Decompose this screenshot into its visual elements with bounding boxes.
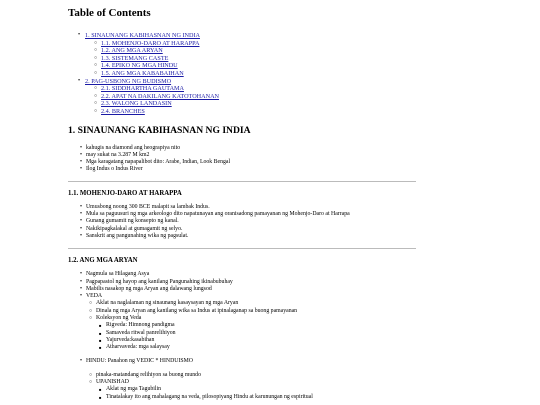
- list-item: ■ Aklat ng mga Tagubilin: [106, 386, 540, 393]
- toc-link[interactable]: 1.1. MOHENJO-DARO AT HARAPPA: [101, 39, 200, 47]
- toc-link[interactable]: 1.3. SISTEMANG CASTE: [101, 54, 169, 62]
- list-item: ■ Atharvaveda: mga salaysay: [106, 344, 540, 351]
- list-item: • Nagmula sa Hilagang Asya: [86, 271, 540, 278]
- list-item: • kahugis na diamond ang heograpiya nito: [86, 145, 540, 152]
- list-item-label: HINDU: Panahon ng VEDIC * HINDUISMO: [86, 358, 193, 365]
- toc-link[interactable]: 2.3. WALONG LANDASIN: [101, 100, 172, 108]
- list-item: ■ Yajurveda:kasabihan: [106, 337, 540, 344]
- list-item: • may sukat na 3.287 M km2: [86, 152, 540, 159]
- list-item: • Mula sa paguusuri ng mga arkeologo dito napatunayan ang oranisadong pamayanan ng Mohenjo-Daro at Harrapa: [86, 211, 540, 218]
- bullet-list: [86, 271, 540, 401]
- nested-list: [106, 322, 540, 351]
- list-item: [96, 315, 540, 351]
- list-item: • Sanskrit ang pangunahing wika ng pagsulat.: [86, 233, 540, 240]
- list-item: [86, 293, 540, 351]
- toc-link[interactable]: 1. SINAUNANG KABIHASNAN NG INDIA: [85, 32, 200, 39]
- toc-item: [85, 32, 540, 78]
- list-item: [86, 358, 540, 400]
- toc-link[interactable]: 1.2. ANG MGA ARYAN: [101, 47, 163, 55]
- list-item: ○ pinaka-matandang relihiyon sa buong mundo: [96, 372, 540, 379]
- list-item: • Umusbong noong 300 BCE malapit sa lambak Indus.: [86, 204, 540, 211]
- nested-list: [96, 372, 540, 401]
- list-item: • Gunang gumamit ng konsepto ng kanal.: [86, 218, 540, 225]
- table-of-contents: [68, 32, 540, 116]
- list-item: • Pagpapastol ng hayop ang kanilang Pangunahing ikinabubuhay: [86, 279, 540, 286]
- toc-link[interactable]: 2.4. BRANCHES: [101, 107, 145, 115]
- list-item: • Mga karagatang napapalibot dito: Arabe, Indian, Look Bengal: [86, 159, 540, 166]
- toc-title: Table of Contents: [68, 7, 151, 19]
- list-item: ■ Samaveda ritwal panrelihiyon: [106, 330, 540, 337]
- section-heading: 1. SINAUNANG KABIHASNAN NG INDIA: [68, 124, 251, 136]
- list-item: • Mabilis nasakop ng mga Aryan ang dalawang lungsod: [86, 286, 540, 293]
- list-item-label: Koleksyon ng Veda: [96, 314, 142, 321]
- list-item: [96, 379, 540, 401]
- bullet-list: [86, 204, 540, 240]
- subsection-heading: 1.2. ANG MGA ARYAN: [68, 257, 138, 265]
- toc-link[interactable]: 2.2. APAT NA DAKILANG KATOTOHANAN: [101, 92, 220, 100]
- nested-list: [96, 300, 540, 351]
- toc-sublist: [101, 40, 540, 78]
- toc-sublist: [101, 85, 540, 115]
- toc-link[interactable]: 1.4. EPIKO NG MGA HINDU: [101, 62, 178, 70]
- list-item: ■ Tinatalakay ito ang mahalagang na veda, pilosopiyang Hindu at karunungan ng espiritual: [106, 394, 540, 401]
- toc-link[interactable]: 2. PAG-USBONG NG BUDISMO: [85, 77, 172, 85]
- toc-link[interactable]: 2.1. SIDDHARTHA GAUTAMA: [101, 85, 185, 93]
- toc-link[interactable]: 1.5. ANG MGA KABABAIHAN: [101, 69, 184, 77]
- document-body: [68, 7, 540, 401]
- toc-item: [85, 78, 540, 116]
- subsection-heading: 1.1. MOHENJO-DARO AT HARAPPA: [68, 189, 182, 197]
- list-item: ■ Rigveda: Himnong pandigma: [106, 322, 540, 329]
- list-item: ○ Dinala ng mga Aryan ang kanilang wika sa Indus at ipinalaganap sa buong pamayanan: [96, 308, 540, 315]
- list-item: • Ilog Indus o Indus River: [86, 166, 540, 173]
- list-item: • Nakikipagkalakal at gumagamit ng selyo.: [86, 226, 540, 233]
- list-item-label: VEDA: [86, 293, 103, 300]
- nested-list: [106, 386, 540, 401]
- bullet-list: [86, 145, 540, 174]
- list-item-label: UPANISHAD: [96, 379, 129, 386]
- list-item: ○ Aklat na naglalaman ng sinaunang kasaysayan ng mga Aryan: [96, 300, 540, 307]
